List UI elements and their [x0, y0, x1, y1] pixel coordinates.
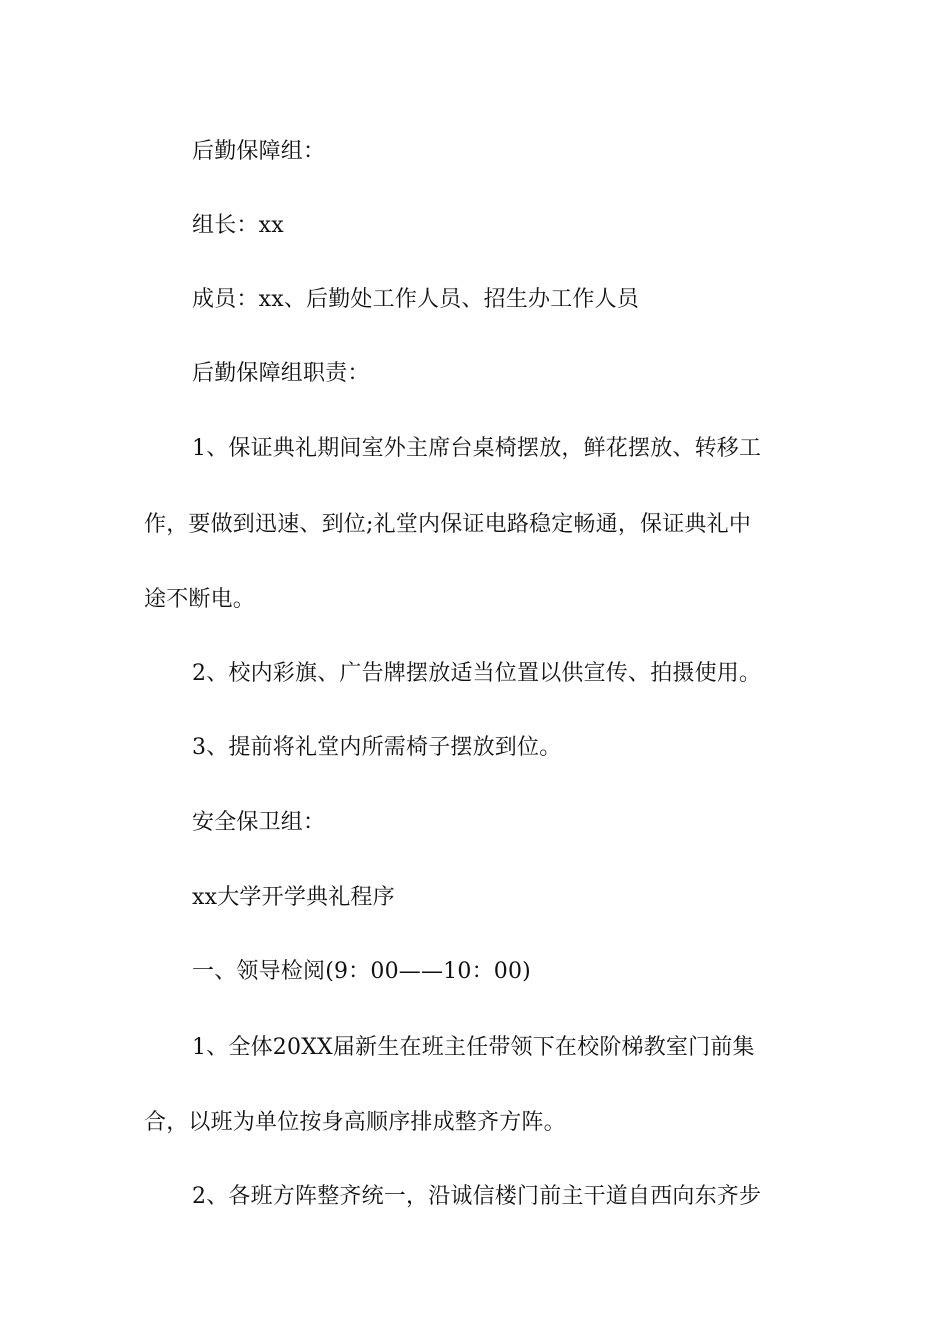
program-item-1-line-1: 1、全体20XX届新生在班主任带领下在校阶梯教室门前集 — [192, 1035, 755, 1060]
program-item-1-line-2: 合，以班为单位按身高顺序排成整齐方阵。 — [144, 1110, 566, 1135]
duty-item-3-line: 3、提前将礼堂内所需椅子摆放到位。 — [192, 735, 562, 760]
logistics-duties-heading: 后勤保障组职责： — [192, 361, 370, 386]
duty-item-1-line-3: 途不断电。 — [144, 587, 256, 612]
duty-item-1-line-2: 作，要做到迅速、到位;礼堂内保证电路稳定畅通，保证典礼中 — [144, 512, 752, 537]
program-part-1-heading: 一、领导检阅(9：00——10：00) — [192, 959, 531, 984]
section-heading-security: 安全保卫组： — [192, 810, 326, 835]
duty-item-1-line-1: 1、保证典礼期间室外主席台桌椅摆放，鲜花摆放、转移工 — [192, 436, 762, 461]
program-item-2-line-1: 2、各班方阵整齐统一，沿诚信楼门前主干道自西向东齐步 — [192, 1184, 762, 1209]
logistics-leader-line: 组长：xx — [192, 213, 284, 238]
ceremony-program-title: xx大学开学典礼程序 — [192, 885, 395, 910]
section-heading-logistics: 后勤保障组： — [192, 139, 326, 164]
logistics-members-line: 成员：xx、后勤处工作人员、招生办工作人员 — [192, 287, 640, 312]
duty-item-2-line: 2、校内彩旗、广告牌摆放适当位置以供宣传、拍摄使用。 — [192, 661, 762, 686]
